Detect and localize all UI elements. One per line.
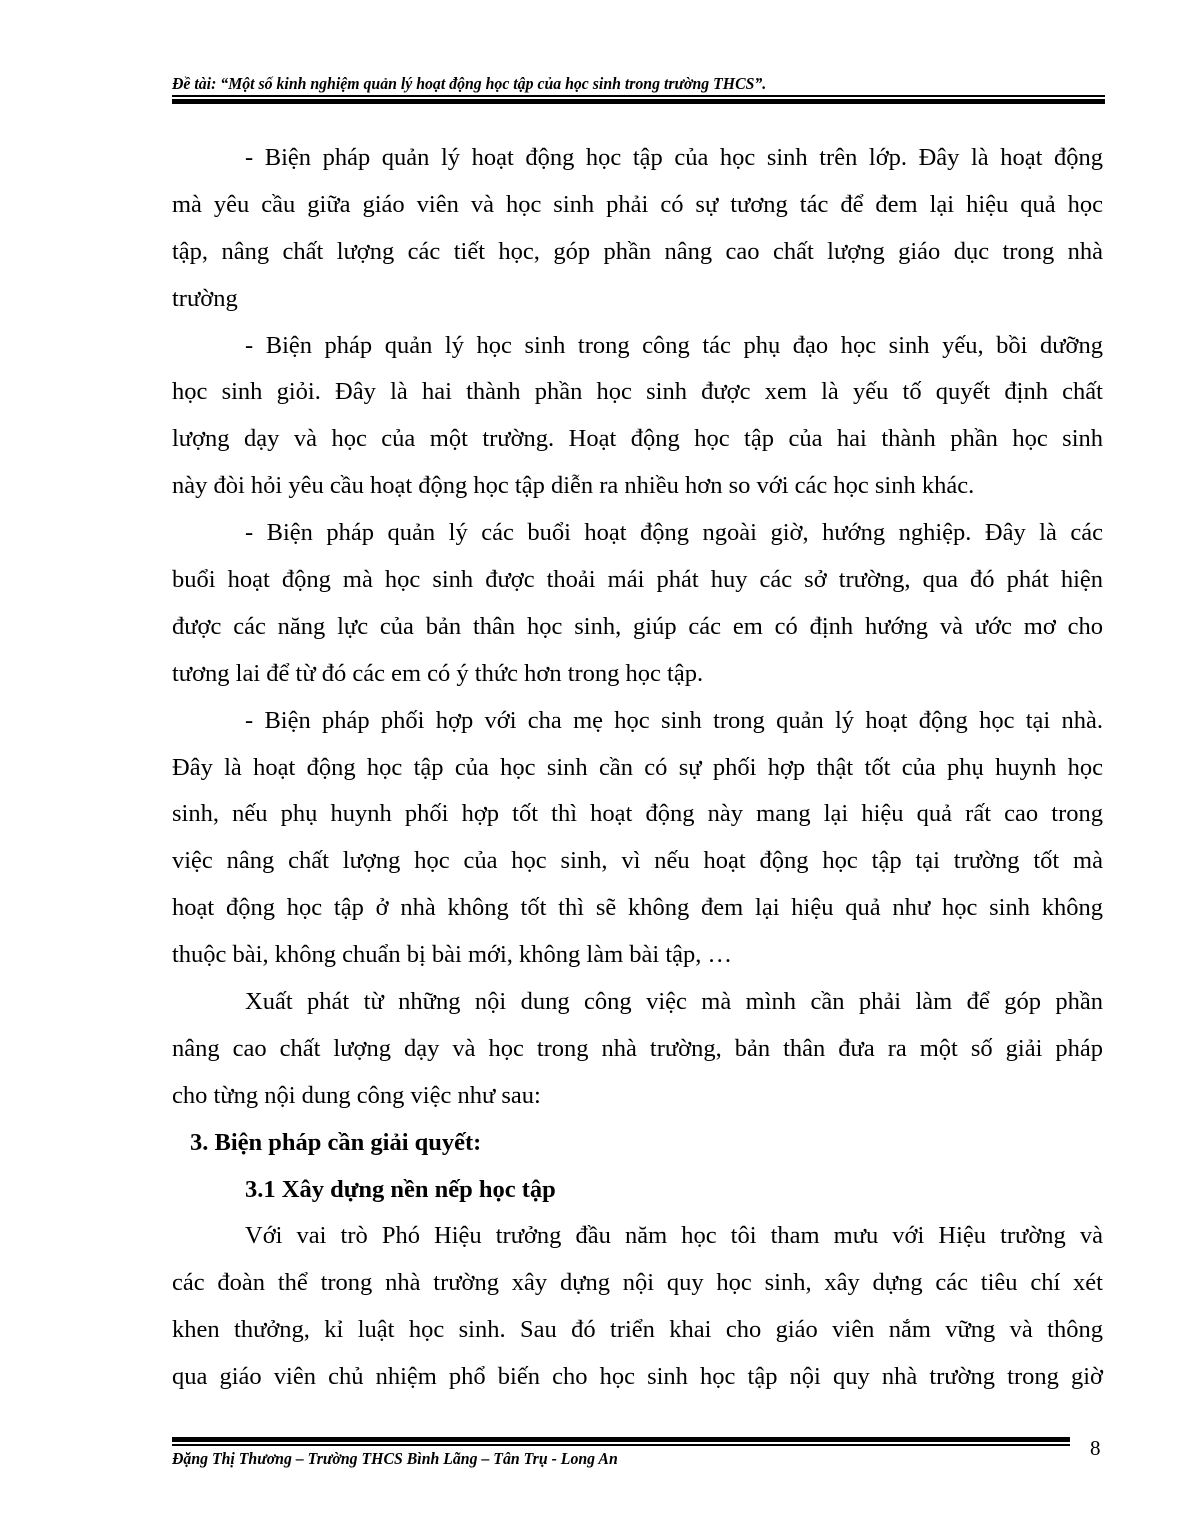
paragraph-line: các đoàn thể trong nhà trường xây dựng nội quy học sinh, xây dựng các tiêu chí xét xyxy=(172,1269,1103,1297)
paragraph-line: - Biện pháp quản lý học sinh trong công tác phụ đạo học sinh yếu, bồi dưỡng xyxy=(245,331,1103,359)
paragraph-line: khen thưởng, kỉ luật học sinh. Sau đó triển khai cho giáo viên nắm vững và thông xyxy=(172,1316,1103,1344)
paragraph-line: nâng cao chất lượng dạy và học trong nhà trường, bản thân đưa ra một số giải pháp xyxy=(172,1034,1103,1062)
document-body xyxy=(172,135,1103,1401)
paragraph-line: qua giáo viên chủ nhiệm phổ biến cho học sinh học tập nội quy nhà trường trong giờ xyxy=(172,1363,1103,1391)
paragraph-line: việc nâng chất lượng học của học sinh, vì nếu hoạt động học tập tại trường tốt mà xyxy=(172,847,1103,875)
paragraph-line: hoạt động học tập ở nhà không tốt thì sẽ không đem lại hiệu quả như học sinh không xyxy=(172,894,1103,922)
paragraph-line: tập, nâng chất lượng các tiết học, góp phần nâng cao chất lượng giáo dục trong nhà xyxy=(172,237,1103,265)
subsection-heading: 3.1 Xây dựng nền nếp học tập xyxy=(245,1175,556,1203)
paragraph-line: - Biện pháp quản lý hoạt động học tập của học sinh trên lớp. Đây là hoạt động xyxy=(245,144,1103,171)
paragraph-line: - Biện pháp phối hợp với cha mẹ học sinh trong quản lý hoạt động học tại nhà. xyxy=(245,706,1103,734)
paragraph-line: Xuất phát từ những nội dung công việc mà mình cần phải làm để góp phần xyxy=(245,988,1103,1016)
paragraph-line: buổi hoạt động mà học sinh được thoải mái phát huy các sở trường, qua đó phát hiện xyxy=(172,566,1103,594)
section-heading: 3. Biện pháp cần giải quyết: xyxy=(190,1128,482,1156)
footer-rule-thin xyxy=(172,1444,1070,1446)
paragraph-line: thuộc bài, không chuẩn bị bài mới, không làm bài tập, … xyxy=(172,941,733,969)
header-rule-thin xyxy=(172,95,1105,97)
footer-author: Đặng Thị Thương – Trường THCS Bình Lãng – Tân Trụ - Long An xyxy=(172,1449,618,1468)
paragraph-line: cho từng nội dung công việc như sau: xyxy=(172,1081,541,1109)
footer-rule-thick xyxy=(172,1437,1070,1442)
paragraph-line: sinh, nếu phụ huynh phối hợp tốt thì hoạt động này mang lại hiệu quả rất cao trong xyxy=(172,800,1103,828)
paragraph-line: tương lai để từ đó các em có ý thức hơn trong học tập. xyxy=(172,659,704,687)
paragraph-line: lượng dạy và học của một trường. Hoạt động học tập của hai thành phần học sinh xyxy=(172,425,1103,453)
paragraph-line: mà yêu cầu giữa giáo viên và học sinh phải có sự tương tác để đem lại hiệu quả học xyxy=(172,190,1103,218)
header-title: Đề tài: “Một số kinh nghiệm quản lý hoạt động học tập của học sinh trong trường THCS”. xyxy=(172,74,767,93)
page-number: 8 xyxy=(1090,1436,1101,1460)
paragraph-line: trường xyxy=(172,284,238,312)
paragraph-line: Với vai trò Phó Hiệu trưởng đầu năm học tôi tham mưu với Hiệu trường và xyxy=(245,1222,1103,1250)
paragraph-line: Đây là hoạt động học tập của học sinh cần có sự phối hợp thật tốt của phụ huynh học xyxy=(172,753,1103,781)
paragraph-line: này đòi hỏi yêu cầu hoạt động học tập diễn ra nhiều hơn so với các học sinh khác. xyxy=(172,472,975,500)
paragraph-line: - Biện pháp quản lý các buổi hoạt động ngoài giờ, hướng nghiệp. Đây là các xyxy=(245,519,1103,547)
header-rule-thick xyxy=(172,99,1105,104)
paragraph-line: được các năng lực của bản thân học sinh, giúp các em có định hướng và ước mơ cho xyxy=(172,612,1103,640)
paragraph-line: học sinh giỏi. Đây là hai thành phần học sinh được xem là yếu tố quyết định chất xyxy=(172,378,1103,406)
